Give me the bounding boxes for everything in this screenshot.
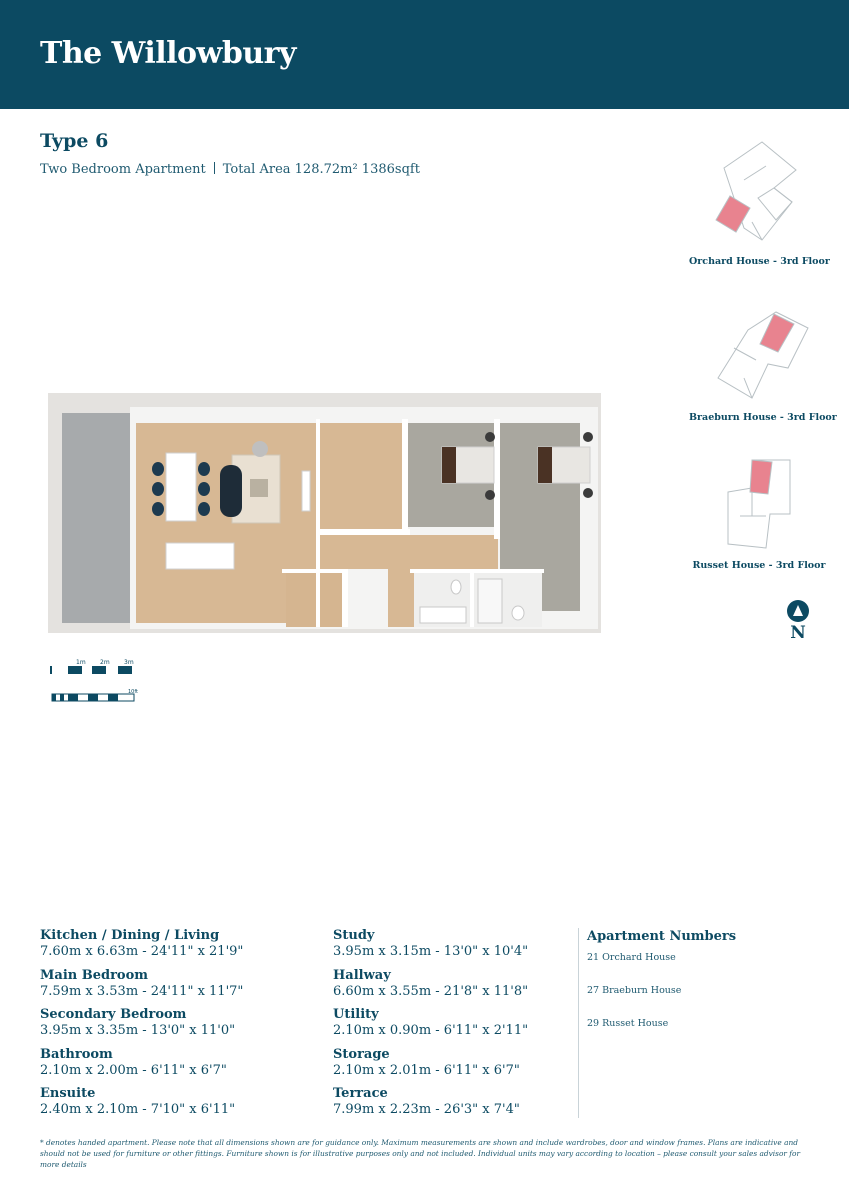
north-arrow xyxy=(786,600,810,643)
room-name: Study xyxy=(333,928,375,943)
room-name: Storage xyxy=(333,1046,390,1062)
room-name: Hallway xyxy=(333,967,391,983)
unit-type-title: Type 6 xyxy=(40,130,109,152)
room-dims: 7.99m x 2.23m - 26'3" x 7'4" xyxy=(333,1102,520,1117)
scale-bar xyxy=(50,656,140,710)
floor-plan-drawing xyxy=(48,393,601,633)
keyplan-braeburn-diagram xyxy=(704,308,814,408)
room-ensuite xyxy=(40,1086,243,1126)
room-name: Ensuite xyxy=(40,1086,96,1101)
room-name: Utility xyxy=(333,1007,379,1022)
apartment-number-item: 27 Braeburn House xyxy=(587,985,682,996)
room-secondary-bedroom xyxy=(40,1007,243,1047)
hallway-floor xyxy=(320,535,498,569)
room-dims: 6.60m x 3.55m - 21'8" x 11'8" xyxy=(333,983,529,999)
room-bathroom xyxy=(40,1047,243,1087)
north-arrow-icon xyxy=(787,600,809,622)
apartment-number-item: 29 Russet House xyxy=(587,1018,669,1029)
storage-floor xyxy=(286,573,342,627)
room-name: Kitchen / Dining / Living xyxy=(40,928,220,943)
scale-label-2m: 2m xyxy=(100,659,110,666)
keyplan-orchard-highlight xyxy=(716,196,750,232)
room-dims: 2.10m x 2.01m - 6'11" x 6'7" xyxy=(333,1062,520,1078)
header-banner xyxy=(0,0,849,109)
room-study xyxy=(333,928,528,968)
keyplan-russet-diagram xyxy=(704,456,814,556)
floor-plan xyxy=(48,393,601,637)
column-divider xyxy=(578,928,579,1118)
room-name: Main Bedroom xyxy=(40,967,149,983)
keyplan-russet-label: Russet House - 3rd Floor xyxy=(692,560,826,571)
subtitle-divider xyxy=(214,162,215,174)
apartment-number-item: 21 Orchard House xyxy=(587,952,676,963)
room-schedule-col1 xyxy=(40,928,243,1126)
disclaimer-footnote: * denotes handed apartment. Please note that all dimensions shown are for guidance only. Maximum measurements are shown and include wardrobes, door and window frames. Plans are indicative and should not be used for furniture or other fittings. Furniture shown is for illustrative purposes only and not included. Individual units may vary according to location – please consult your sales advisor for more details xyxy=(40,1138,801,1169)
study-floor xyxy=(320,423,402,531)
north-label: N xyxy=(790,623,806,643)
scale-label-1m: 1m xyxy=(76,659,86,666)
room-name: Terrace xyxy=(333,1086,388,1101)
keyplan-braeburn-label: Braeburn House - 3rd Floor xyxy=(689,412,837,423)
keyplan-braeburn-highlight xyxy=(760,314,794,352)
unit-subtitle xyxy=(40,162,420,177)
scale-label-3m: 3m xyxy=(124,659,134,666)
room-kitchen-dining-living xyxy=(40,928,243,968)
room-dims: 2.10m x 0.90m - 6'11" x 2'11" xyxy=(333,1023,529,1038)
room-dims: 2.10m x 2.00m - 6'11" x 6'7" xyxy=(40,1062,227,1078)
room-dims: 3.95m x 3.35m - 13'0" x 11'0" xyxy=(40,1023,236,1038)
room-dims: 2.40m x 2.10m - 7'10" x 6'11" xyxy=(40,1102,236,1117)
room-hallway xyxy=(333,968,528,1008)
terrace-area xyxy=(62,413,130,623)
room-schedule-col2 xyxy=(333,928,528,1126)
keyplan-orchard-diagram xyxy=(704,140,814,252)
keyplan-russet xyxy=(689,456,829,571)
unit-total-area: Total Area 128.72m² 1386sqft xyxy=(222,162,420,177)
room-dims: 7.59m x 3.53m - 24'11" x 11'7" xyxy=(40,983,244,999)
room-storage xyxy=(333,1047,528,1087)
apartment-numbers xyxy=(587,928,737,1029)
room-main-bedroom xyxy=(40,968,243,1008)
apartment-numbers-title: Apartment Numbers xyxy=(587,929,737,944)
room-name: Bathroom xyxy=(40,1046,113,1062)
room-utility xyxy=(333,1007,528,1047)
keyplan-russet-highlight xyxy=(750,460,772,494)
room-name: Secondary Bedroom xyxy=(40,1007,187,1022)
scale-label-ft: 10ft xyxy=(128,689,138,695)
unit-description: Two Bedroom Apartment xyxy=(40,162,206,177)
scale-bar-graphic xyxy=(50,656,140,706)
keyplan-orchard-label: Orchard House - 3rd Floor xyxy=(689,256,830,267)
keyplan-braeburn xyxy=(689,308,837,423)
development-title: The Willowbury xyxy=(40,36,296,71)
keyplan-orchard xyxy=(689,140,829,267)
room-dims: 7.60m x 6.63m - 24'11" x 21'9" xyxy=(40,944,244,959)
room-dims: 3.95m x 3.15m - 13'0" x 10'4" xyxy=(333,944,529,959)
room-terrace xyxy=(333,1086,528,1126)
